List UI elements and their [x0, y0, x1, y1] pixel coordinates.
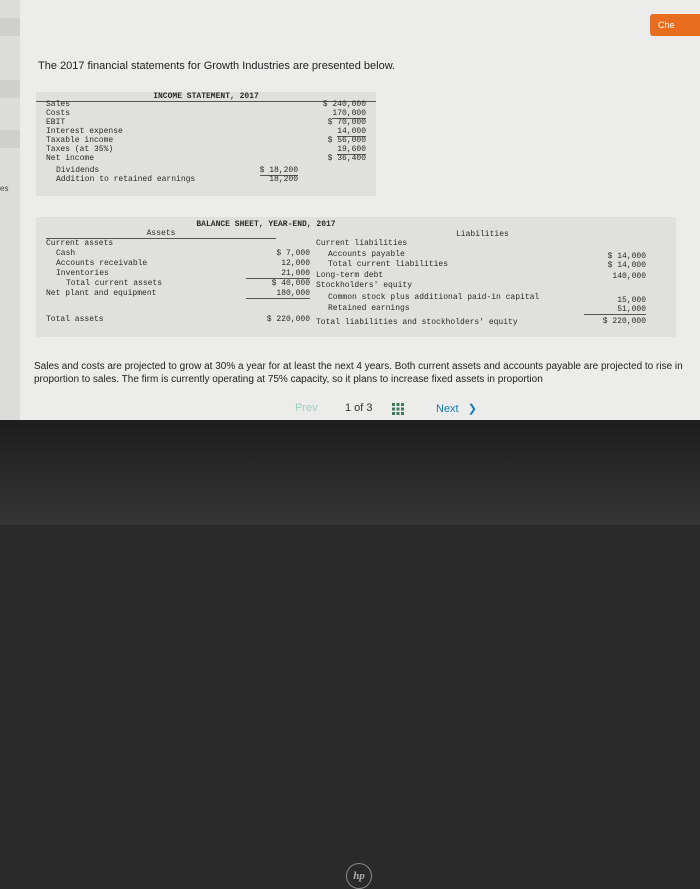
chevron-right-icon: ❯: [467, 403, 477, 415]
asset-value: 21,000: [246, 269, 310, 279]
is-value: 19,600: [337, 145, 366, 154]
liability-label: Long-term debt: [316, 271, 384, 280]
is-label: Interest expense: [46, 127, 123, 136]
is-label: Sales: [46, 100, 71, 109]
is-value: $ 36,400: [327, 154, 366, 163]
liability-label: Total current liabilities: [328, 260, 449, 269]
income-statement: [36, 92, 376, 196]
liability-label: Retained earnings: [328, 304, 410, 313]
is-label: Dividends: [56, 166, 100, 175]
asset-label: Accounts receivable: [56, 259, 148, 268]
liability-label: Stockholders' equity: [316, 281, 413, 290]
asset-label: Total current assets: [66, 279, 163, 288]
is-label: Addition to retained earnings: [56, 175, 196, 184]
hp-logo: hp: [346, 863, 372, 889]
is-mid-value: 18,200: [269, 175, 298, 184]
liability-value: $ 220,000: [602, 317, 646, 326]
left-tab[interactable]: [0, 80, 20, 98]
is-value: 170,000: [332, 109, 366, 118]
is-label: Taxes (at 35%): [46, 145, 114, 154]
assets-header: Assets: [46, 229, 276, 239]
liability-value: $ 14,000: [607, 261, 646, 270]
is-value: $ 70,000: [327, 118, 366, 127]
is-value: $ 56,000: [327, 136, 366, 145]
liabilities-header: Liabilities: [456, 230, 509, 239]
next-button[interactable]: [436, 402, 477, 415]
intro-text: The 2017 financial statements for Growth Industries are presented below.: [38, 60, 396, 72]
prev-button[interactable]: Prev: [295, 402, 318, 414]
is-label: EBIT: [46, 118, 66, 127]
asset-value: 12,000: [281, 259, 310, 268]
asset-value: $ 7,000: [276, 249, 310, 258]
liability-value: 51,000: [584, 305, 646, 315]
asset-label: Net plant and equipment: [46, 289, 157, 298]
left-tab[interactable]: [0, 130, 20, 148]
is-label: Taxable income: [46, 136, 114, 145]
liability-value: 140,000: [612, 272, 646, 281]
is-label: Net income: [46, 154, 95, 163]
chegg-button[interactable]: Che: [650, 14, 700, 36]
asset-value: $ 220,000: [266, 315, 310, 324]
asset-label: Cash: [56, 249, 76, 258]
is-value: 14,000: [337, 127, 366, 136]
laptop-bezel: [0, 420, 700, 882]
left-tab[interactable]: [0, 18, 20, 36]
left-sidebar-edge: [0, 0, 20, 420]
is-mid-value: $ 18,200: [259, 166, 298, 175]
asset-value: 180,000: [246, 289, 310, 299]
liability-label: Total liabilities and stockholders' equity: [316, 318, 518, 327]
income-statement-title: INCOME STATEMENT, 2017: [36, 92, 376, 102]
grid-icon[interactable]: [392, 403, 404, 415]
next-label: Next: [436, 403, 459, 415]
liability-label: Accounts payable: [328, 250, 405, 259]
screen: [0, 0, 700, 420]
liability-value: $ 14,000: [607, 252, 646, 261]
is-value: $ 240,000: [322, 100, 366, 109]
balance-sheet-title: BALANCE SHEET, YEAR-END, 2017: [196, 220, 336, 229]
asset-label: Current assets: [46, 239, 114, 248]
liability-label: Common stock plus additional paid-in capital: [328, 293, 540, 302]
liability-value: 15,000: [617, 296, 646, 305]
page-indicator: 1 of 3: [345, 402, 373, 414]
content-area: [20, 0, 700, 420]
is-label: Costs: [46, 109, 71, 118]
asset-label: Total assets: [46, 315, 104, 324]
asset-value: $ 40,000: [271, 279, 310, 288]
balance-sheet: [36, 217, 676, 337]
asset-label: Inventories: [56, 269, 109, 278]
side-label: es: [0, 184, 9, 193]
liability-label: Current liabilities: [316, 239, 408, 248]
problem-paragraph: Sales and costs are projected to grow at 30% a year for at least the next 4 years. Both current assets and accounts payable are projected to rise in proportion to sales. The firm is currently operating at 75% capacity, so it plans to increase fixed assets in proportion: [34, 361, 683, 385]
